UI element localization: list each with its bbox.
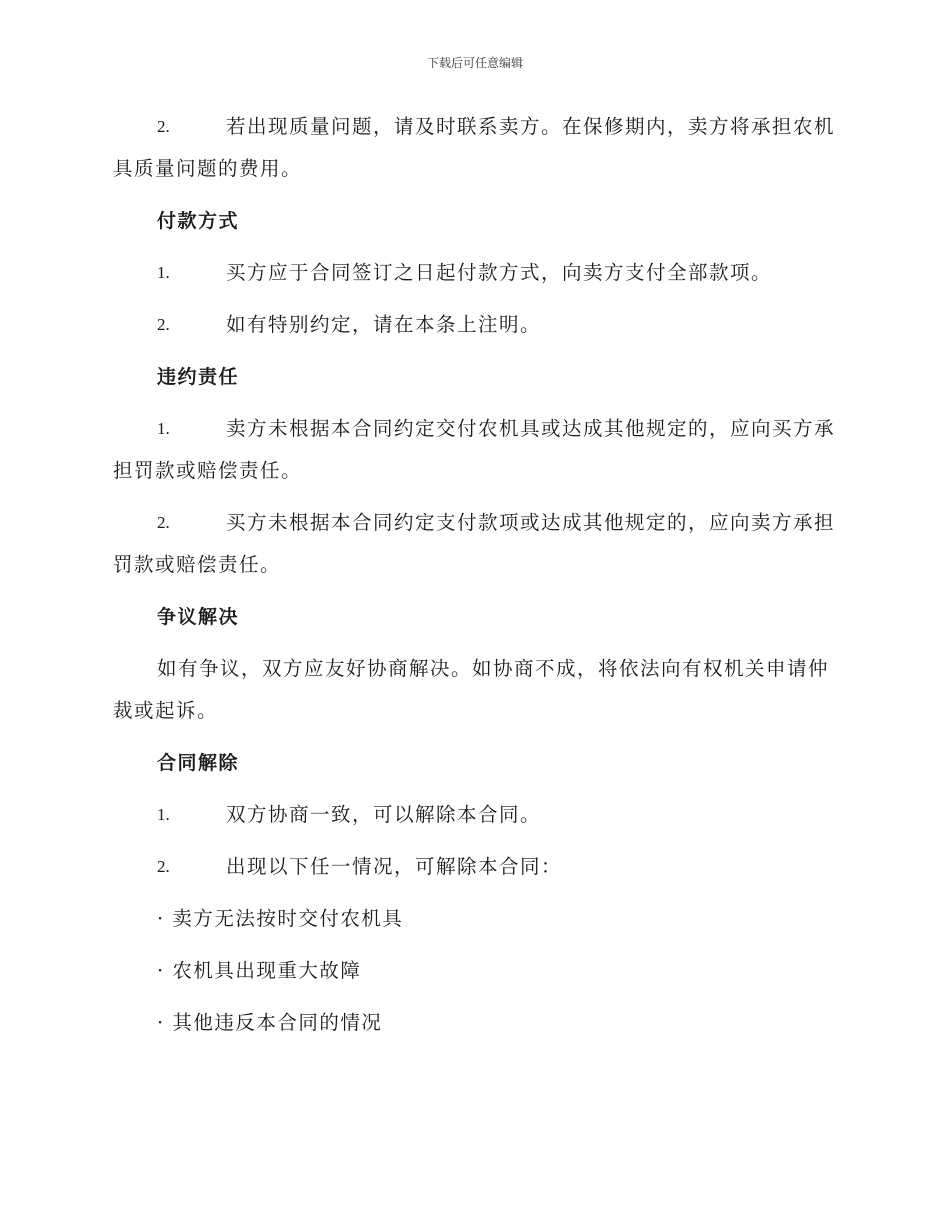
list-number: 2. bbox=[157, 117, 170, 136]
list-number: 1. bbox=[157, 419, 170, 438]
section-heading-payment: 付款方式 bbox=[157, 210, 240, 232]
list-number: 1. bbox=[157, 805, 170, 824]
termination-item-1 bbox=[113, 794, 835, 836]
dispute-paragraph: 如有争议，双方应友好协商解决。如协商不成，将依法向有权机关申请仲裁或起诉。 bbox=[113, 657, 830, 722]
section-heading-breach: 违约责任 bbox=[157, 366, 240, 388]
page-header: 下载后可任意编辑 bbox=[426, 56, 523, 70]
list-text: 买方应于合同签订之日起付款方式，向卖方支付全部款项。 bbox=[226, 261, 773, 284]
breach-item-2 bbox=[113, 502, 835, 586]
termination-bullet-3: · 其他违反本合同的情况 bbox=[157, 1011, 383, 1034]
list-number: 2. bbox=[157, 513, 170, 532]
section-heading-termination: 合同解除 bbox=[157, 752, 240, 774]
breach-item-1 bbox=[113, 408, 835, 492]
list-number: 2. bbox=[157, 315, 170, 334]
quality-item-2 bbox=[113, 106, 835, 190]
list-text: 如有特别约定，请在本条上注明。 bbox=[226, 313, 542, 336]
termination-bullet-2: · 农机具出现重大故障 bbox=[157, 959, 362, 982]
termination-bullet-1: · 卖方无法按时交付农机具 bbox=[157, 907, 404, 930]
list-number: 2. bbox=[157, 857, 170, 876]
list-text: 卖方未根据本合同约定交付农机具或达成其他规定的，应向买方承担罚款或赔偿责任。 bbox=[113, 417, 836, 482]
document-body bbox=[113, 106, 835, 1054]
termination-item-2 bbox=[113, 846, 835, 888]
list-number: 1. bbox=[157, 263, 170, 282]
section-heading-dispute: 争议解决 bbox=[157, 606, 240, 628]
payment-item-2 bbox=[113, 304, 835, 346]
list-text: 双方协商一致，可以解除本合同。 bbox=[226, 803, 542, 826]
payment-item-1 bbox=[113, 252, 835, 294]
list-text: 若出现质量问题，请及时联系卖方。在保修期内，卖方将承担农机具质量问题的费用。 bbox=[113, 115, 836, 180]
list-text: 出现以下任一情况，可解除本合同： bbox=[226, 855, 563, 878]
list-text: 买方未根据本合同约定支付款项或达成其他规定的，应向卖方承担罚款或赔偿责任。 bbox=[113, 511, 836, 576]
